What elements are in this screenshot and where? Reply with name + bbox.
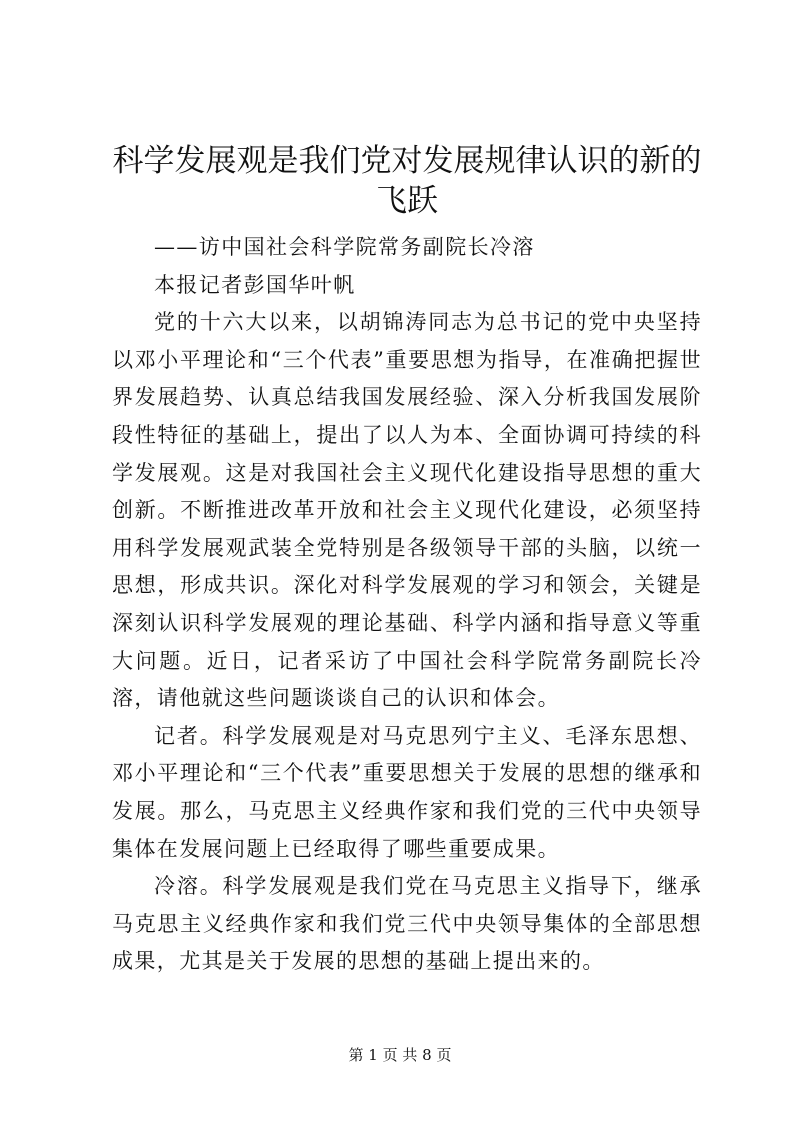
subtitle: ——访中国社会科学院常务副院长冷溶 [154,235,535,259]
document-body [112,229,702,981]
body-paragraph-2: 记者。科学发展观是对马克思列宁主义、毛泽东思想、邓小平理论和“三个代表”重要思想关于发展的思想的继承和发展。那么，马克思主义经典作家和我们党的三代中央领导集体在发展问题上已经取得了哪些重要成果。 [112,723,702,861]
byline: 本报记者彭国华叶帆 [154,272,356,297]
page-footer: 第 1 页 共 8 页 [348,1046,452,1064]
body-paragraph-1: 党的十六大以来，以胡锦涛同志为总书记的党中央坚持以邓小平理论和“三个代表”重要思想为指导，在准确把握世界发展趋势、认真总结我国发展经验、深入分析我国发展阶段性特征的基础上，提出了以人为本、全面协调可持续的科学发展观。这是对我国社会主义现代化建设指导思想的重大创新。不断推进改革开放和社会主义现代化建设，必须坚持用科学发展观武装全党特别是各级领导干部的头脑，以统一思想，形成共识。深化对科学发展观的学习和领会，关键是深刻认识科学发展观的理论基础、科学内涵和指导意义等重大问题。近日，记者采访了中国社会科学院常务副院长冷溶，请他就这些问题谈谈自己的认识和体会。 [112,310,702,711]
page-title: 科学发展观是我们党对发展规律认识的新的飞跃 [112,143,702,219]
body-paragraph-3: 冷溶。科学发展观是我们党在马克思主义指导下，继承马克思主义经典作家和我们党三代中央领导集体的全部思想成果，尤其是关于发展的思想的基础上提出来的。 [112,874,702,974]
